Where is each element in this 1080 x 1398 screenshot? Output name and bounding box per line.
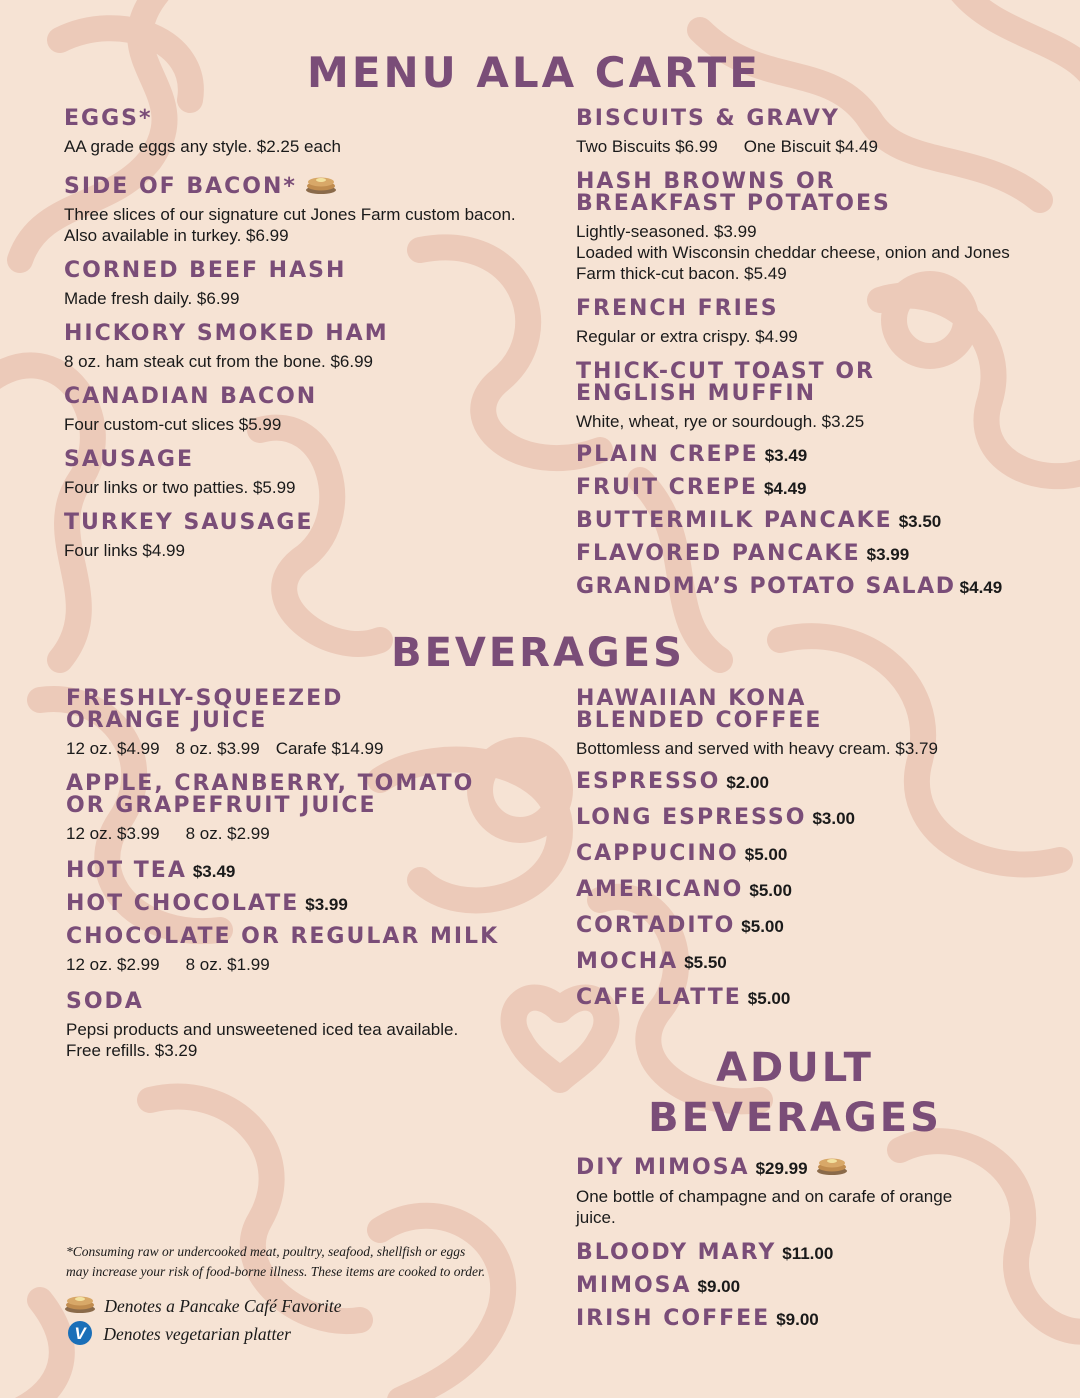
adult-item-diy-mimosa (576, 1156, 1016, 1228)
adult-beverages-title-line2: BEVERAGES (648, 1095, 942, 1141)
item-price: $5.00 (749, 881, 792, 900)
menu-priced-list (576, 444, 1046, 599)
item-price: $3.99 (866, 545, 910, 564)
menu-item-eggs (64, 108, 524, 157)
menu-item-toast (576, 361, 1046, 432)
item-option: 8 oz. $1.99 (185, 955, 270, 974)
menu-item-hash-browns (576, 171, 1046, 284)
legend-vegetarian (64, 1320, 484, 1348)
item-price: $3.00 (812, 809, 855, 828)
pancake-favorite-icon (305, 175, 337, 195)
vegetarian-icon (67, 1320, 93, 1346)
menu-item-canadian-bacon (64, 386, 524, 435)
menu-item-biscuits-gravy (576, 108, 1046, 157)
item-name-line1: HAWAIIAN KONA (576, 686, 807, 711)
item-desc: Loaded with Wisconsin cheddar cheese, onion and Jones Farm thick-cut bacon. $5.49 (576, 243, 1010, 283)
bev-item-milk (66, 926, 536, 975)
item-desc: White, wheat, rye or sourdough. $3.25 (576, 412, 865, 431)
item-name: DIY MIMOSA (576, 1155, 750, 1180)
legend-favorite (64, 1292, 484, 1320)
item-name-line2: ORANGE JUICE (66, 708, 268, 733)
menu-item-sausage (64, 449, 524, 498)
item-option: 8 oz. $3.99 (175, 739, 260, 758)
item-price: $4.49 (959, 578, 1003, 597)
bev-item-espresso: ESPRESSO $2.00 (576, 769, 769, 794)
item-option: 12 oz. $4.99 (66, 739, 160, 758)
legend-vegetarian-text: Denotes vegetarian platter (103, 1324, 291, 1344)
menu-item-french-fries (576, 298, 1046, 347)
item-price: $5.50 (684, 953, 727, 972)
item-desc: Lightly-seasoned. $3.99 (576, 222, 757, 241)
adult-beverages-title-line1: ADULT (716, 1045, 874, 1091)
bev-item-orange-juice (66, 688, 536, 759)
item-name-line2: BLENDED COFFEE (576, 708, 823, 733)
item-desc: Four links or two patties. $5.99 (64, 478, 296, 497)
menu-item-flavored-pancake: FLAVORED PANCAKE $3.99 (576, 541, 910, 566)
beverages-left-column (66, 688, 536, 1061)
bev-item-americano: AMERICANO $5.00 (576, 877, 792, 902)
item-price: $29.99 (755, 1159, 808, 1178)
item-desc: Three slices of our signature cut Jones Farm custom bacon. Also available in turkey. $6.99 (64, 205, 516, 245)
item-name: CANADIAN BACON (64, 384, 318, 409)
menu-title: MENU ALA CARTE (307, 48, 761, 97)
legend (64, 1292, 484, 1348)
item-price: $4.49 (763, 479, 807, 498)
adult-item-mimosa: MIMOSA $9.00 (576, 1273, 741, 1298)
item-price: $3.50 (898, 512, 942, 531)
item-name: CORNED BEEF HASH (64, 258, 347, 283)
menu-item-plain-crepe: PLAIN CREPE $3.49 (576, 442, 808, 467)
item-price: $3.49 (764, 446, 808, 465)
menu-item-side-of-bacon (64, 175, 524, 246)
menu-item-hickory-smoked-ham (64, 323, 524, 372)
legend-favorite-text: Denotes a Pancake Café Favorite (104, 1296, 342, 1316)
item-option: One Biscuit $4.49 (743, 137, 878, 156)
menu-item-buttermilk-pancake: BUTTERMILK PANCAKE $3.50 (576, 508, 942, 533)
item-desc: Bottomless and served with heavy cream. $3.79 (576, 739, 938, 758)
coffee-list (576, 771, 1046, 1010)
item-name: HICKORY SMOKED HAM (64, 321, 389, 346)
item-desc: Pepsi products and unsweetened iced tea available. Free refills. $3.29 (66, 1020, 459, 1060)
item-option: Carafe $14.99 (275, 739, 384, 758)
beverages-right-column (576, 688, 1046, 1010)
menu-item-corned-beef-hash (64, 260, 524, 309)
item-price: $5.00 (741, 917, 784, 936)
bev-item-soda (66, 991, 536, 1061)
bev-item-long-espresso: LONG ESPRESSO $3.00 (576, 805, 855, 830)
menu-item-potato-salad: GRANDMA’S POTATO SALAD $4.49 (576, 574, 1003, 599)
item-name-line1: HASH BROWNS OR (576, 169, 836, 194)
item-price: $5.00 (747, 989, 791, 1008)
item-price: $11.00 (782, 1244, 834, 1263)
item-name: FRENCH FRIES (576, 296, 779, 321)
bev-item-juice (66, 773, 536, 844)
vegetarian-badge-letter: V (74, 1324, 86, 1343)
adult-item-irish-coffee: IRISH COFFEE $9.00 (576, 1306, 819, 1331)
item-name-line1: THICK-CUT TOAST OR (576, 359, 875, 384)
menu-right-column (576, 108, 1046, 599)
item-name-line2: ENGLISH MUFFIN (576, 381, 817, 406)
item-option: 8 oz. $2.99 (185, 824, 270, 843)
item-name-line2: OR GRAPEFRUIT JUICE (66, 793, 377, 818)
food-safety-footnote: *Consuming raw or undercooked meat, poultry, seafood, shellfish or eggs may increase your risk of food-borne illness. These items are cooked to order. (66, 1244, 486, 1279)
item-name: SIDE OF BACON* (64, 174, 297, 199)
item-name: SAUSAGE (64, 447, 195, 472)
menu-left-column (64, 108, 524, 561)
item-name-line1: FRESHLY-SQUEEZED (66, 686, 344, 711)
item-price: $5.00 (744, 845, 788, 864)
item-price: $3.99 (305, 895, 348, 914)
item-desc: One bottle of champagne and on carafe of orange juice. (576, 1187, 953, 1227)
bev-item-cafe-latte: CAFE LATTE $5.00 (576, 985, 791, 1010)
adult-item-bloody-mary: BLOODY MARY $11.00 (576, 1240, 834, 1265)
beverages-title: BEVERAGES (391, 630, 685, 676)
menu-item-fruit-crepe: FRUIT CREPE $4.49 (576, 475, 807, 500)
item-desc: Regular or extra crispy. $4.99 (576, 327, 798, 346)
menu-item-turkey-sausage (64, 512, 524, 561)
item-price: $9.00 (776, 1310, 819, 1329)
item-name: TURKEY SAUSAGE (64, 510, 314, 535)
item-name: EGGS* (64, 106, 153, 131)
item-name-line1: APPLE, CRANBERRY, TOMATO (66, 771, 475, 796)
pancake-favorite-icon (816, 1156, 848, 1176)
item-name: BISCUITS & GRAVY (576, 106, 840, 131)
pancake-favorite-icon (64, 1294, 96, 1314)
item-desc: AA grade eggs any style. $2.25 each (64, 137, 341, 156)
bev-item-mocha: MOCHA $5.50 (576, 949, 727, 974)
item-price: $9.00 (697, 1277, 741, 1296)
bev-item-hot-tea: HOT TEA $3.49 (66, 858, 236, 883)
item-option: 12 oz. $3.99 (66, 824, 160, 843)
item-desc: Four custom-cut slices $5.99 (64, 415, 282, 434)
item-desc: Four links $4.99 (64, 541, 185, 560)
bev-item-kona-coffee (576, 688, 1046, 759)
bev-item-cortadito: CORTADITO $5.00 (576, 913, 784, 938)
item-desc: 8 oz. ham steak cut from the bone. $6.99 (64, 352, 374, 371)
item-option: 12 oz. $2.99 (66, 955, 160, 974)
item-option: Two Biscuits $6.99 (576, 137, 718, 156)
item-name: CHOCOLATE OR REGULAR MILK (66, 924, 500, 949)
item-desc: Made fresh daily. $6.99 (64, 289, 240, 308)
item-price: $3.49 (192, 862, 236, 881)
bev-item-cappucino: CAPPUCINO $5.00 (576, 841, 788, 866)
adult-beverages-column (576, 1156, 1016, 1331)
bev-item-hot-chocolate: HOT CHOCOLATE $3.99 (66, 891, 348, 916)
item-name: SODA (66, 989, 144, 1014)
item-name-line2: BREAKFAST POTATOES (576, 191, 891, 216)
item-price: $2.00 (726, 773, 769, 792)
